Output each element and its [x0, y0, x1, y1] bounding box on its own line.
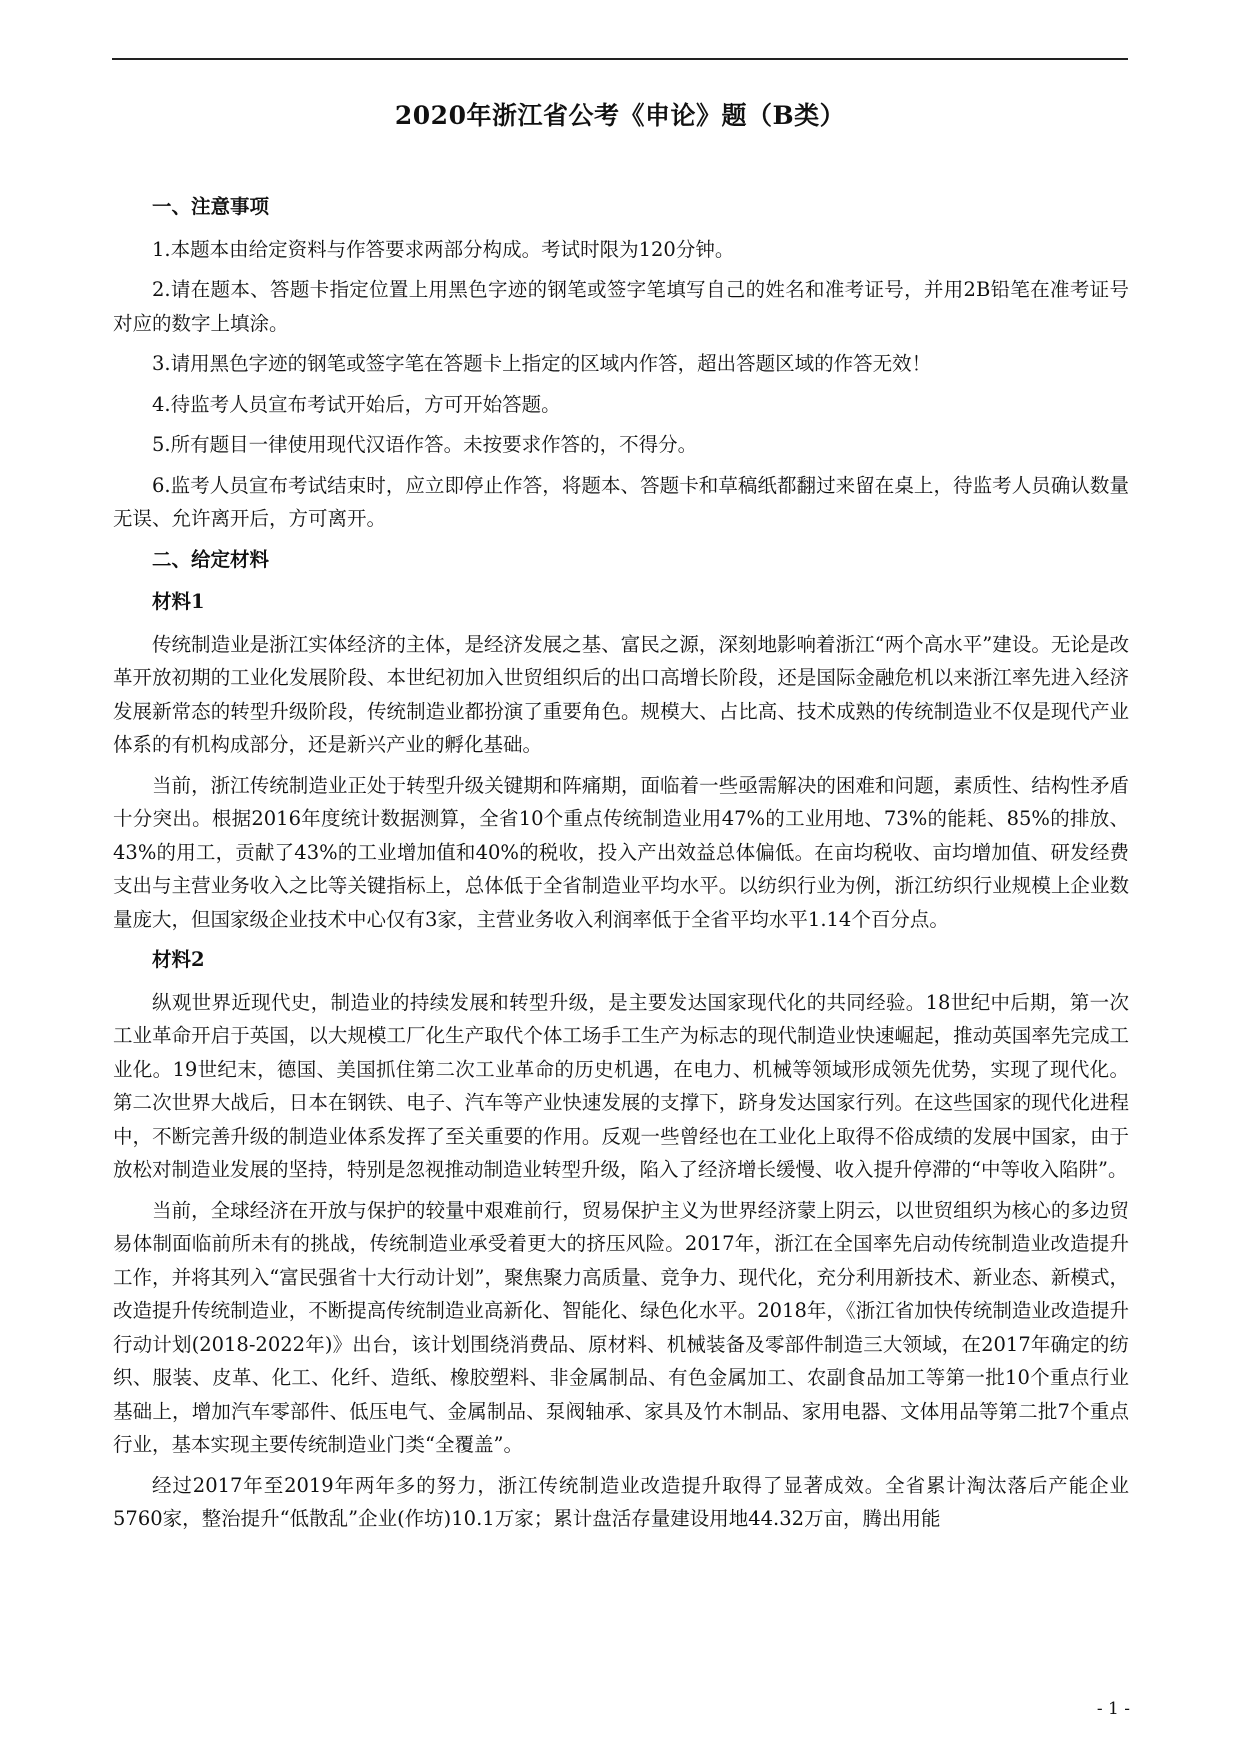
document-body	[113, 190, 1129, 1543]
section-heading-materials: 二、给定材料	[152, 547, 270, 571]
note-item: 3.请用黑色字迹的钢笔或签字笔在答题卡上指定的区域内作答，超出答题区域的作答无效！	[152, 352, 932, 375]
material-paragraph: 经过2017年至2019年两年多的努力，浙江传统制造业改造提升取得了显著成效。全省累计淘汰落后产能企业5760家，整治提升“低散乱”企业(作坊)10.1万家；累计盘活存量建设用地44.32万亩，腾出用能	[113, 1473, 1129, 1530]
header-rule	[112, 58, 1128, 60]
note-item: 2.请在题本、答题卡指定位置上用黑色字迹的钢笔或签字笔填写自己的姓名和准考证号，并用2B铅笔在准考证号对应的数字上填涂。	[113, 278, 1129, 335]
note-item: 5.所有题目一律使用现代汉语作答。未按要求作答的，不得分。	[152, 433, 698, 456]
material-paragraph: 纵观世界近现代史，制造业的持续发展和转型升级，是主要发达国家现代化的共同经验。18世纪中后期，第一次工业革命开启于英国，以大规模工厂化生产取代个体工场手工生产为标志的现代制造业快速崛起，推动英国率先完成工业化。19世纪末，德国、美国抓住第二次工业革命的历史机遇，在电力、机械等领域形成领先优势，实现了现代化。第二次世界大战后，日本在钢铁、电子、汽车等产业快速发展的支撑下，跻身发达国家行列。在这些国家的现代化进程中，不断完善升级的制造业体系发挥了至关重要的作用。反观一些曾经也在工业化上取得不俗成绩的发展中国家，由于放松对制造业发展的坚持，特别是忽视推动制造业转型升级，陷入了经济增长缓慢、收入提升停滞的“中等收入陷阱”。	[113, 990, 1129, 1181]
material-paragraph: 当前，全球经济在开放与保护的较量中艰难前行，贸易保护主义为世界经济蒙上阴云，以世贸组织为核心的多边贸易体制面临前所未有的挑战，传统制造业承受着更大的挤压风险。2017年，浙江在全国率先启动传统制造业改造提升工作，并将其列入“富民强省十大行动计划”，聚焦聚力高质量、竞争力、现代化，充分利用新技术、新业态、新模式，改造提升传统制造业，不断提高传统制造业高新化、智能化、绿色化水平。2018年，《浙江省加快传统制造业改造提升行动计划(2018-2022年)》出台，该计划围绕消费品、原材料、机械装备及零部件制造三大领域，在2017年确定的纺织、服装、皮革、化工、化纤、造纸、橡胶塑料、非金属制品、有色金属加工、农副食品加工等第一批10个重点行业基础上，增加汽车零部件、低压电气、金属制品、泵阀轴承、家具及竹木制品、家用电器、文体用品等第二批7个重点行业，基本实现主要传统制造业门类“全覆盖”。	[113, 1198, 1129, 1456]
material-heading: 材料1	[152, 590, 205, 613]
note-item: 6.监考人员宣布考试结束时，应立即停止作答，将题本、答题卡和草稿纸都翻过来留在桌上，待监考人员确认数量无误、允许离开后，方可离开。	[113, 473, 1129, 530]
material-heading: 材料2	[152, 948, 205, 971]
section-heading-notes: 一、注意事项	[152, 195, 270, 218]
material-paragraph: 传统制造业是浙江实体经济的主体，是经济发展之基、富民之源，深刻地影响着浙江“两个高水平”建设。无论是改革开放初期的工业化发展阶段、本世纪初加入世贸组织后的出口高增长阶段，还是国际金融危机以来浙江率先进入经济发展新常态的转型升级阶段，传统制造业都扮演了重要角色。规模大、占比高、技术成熟的传统制造业不仅是现代产业体系的有机构成部分，还是新兴产业的孵化基础。	[113, 632, 1129, 756]
material-paragraph: 当前，浙江传统制造业正处于转型升级关键期和阵痛期，面临着一些亟需解决的困难和问题，素质性、结构性矛盾十分突出。根据2016年度统计数据测算，全省10个重点传统制造业用47%的工业用地、73%的能耗、85%的排放、43%的用工，贡献了43%的工业增加值和40%的税收，投入产出效益总体偏低。在亩均税收、亩均增加值、研发经费支出与主营业务收入之比等关键指标上，总体低于全省制造业平均水平。以纺织行业为例，浙江纺织行业规模上企业数量庞大，但国家级企业技术中心仅有3家，主营业务收入利润率低于全省平均水平1.14个百分点。	[113, 773, 1129, 931]
document-title: 2020年浙江省公考《申论》题（B类）	[394, 101, 846, 130]
page-number: - 1 -	[1096, 1699, 1130, 1719]
note-item: 4.待监考人员宣布考试开始后，方可开始答题。	[152, 392, 561, 416]
note-item: 1.本题本由给定资料与作答要求两部分构成。考试时限为120分钟。	[152, 237, 735, 261]
